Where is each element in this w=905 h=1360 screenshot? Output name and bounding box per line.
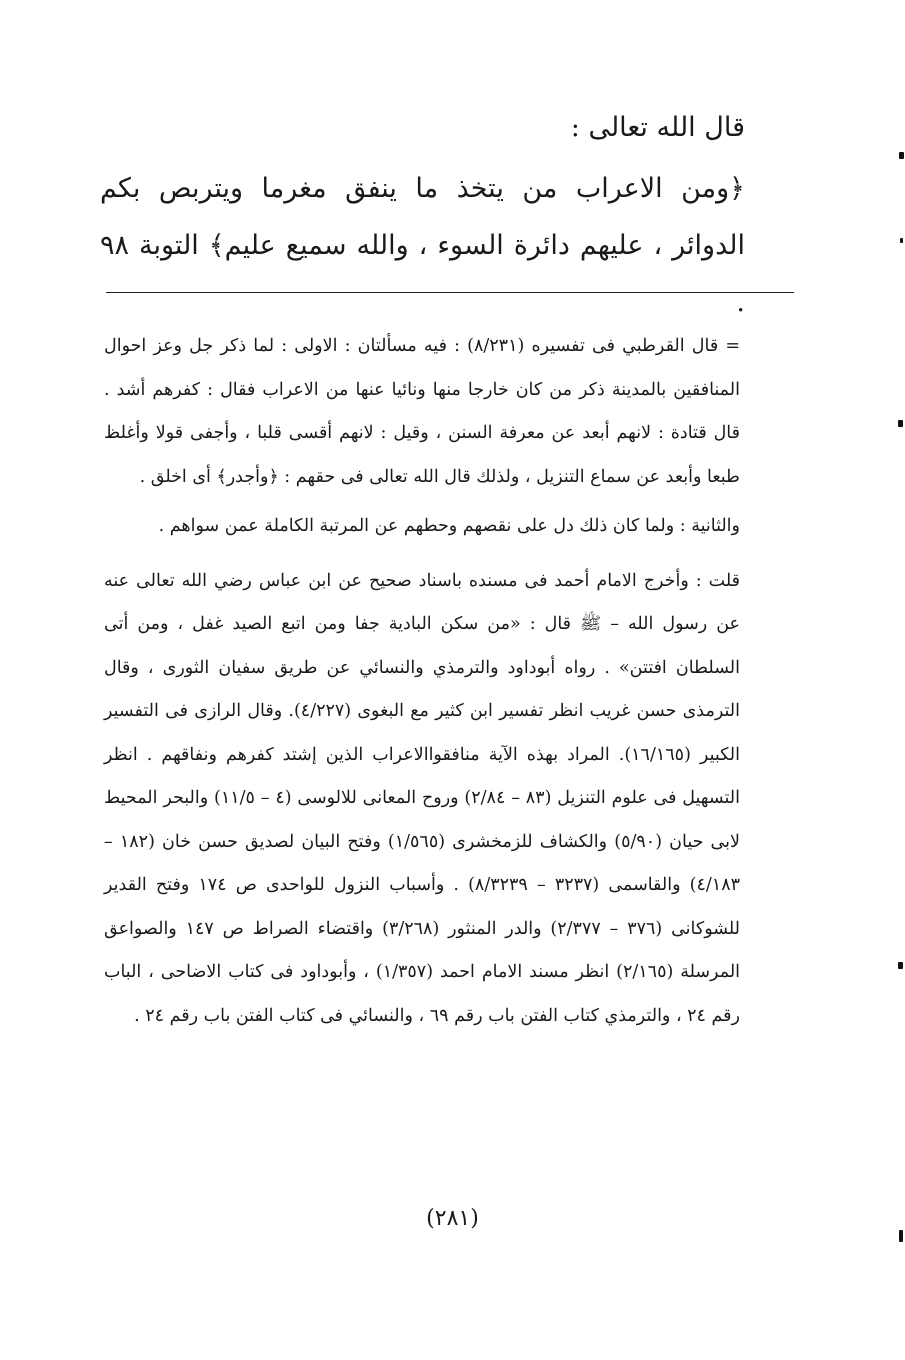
quran-verse: ﴿ومن الاعراب من يتخذ ما ينفق مغرما ويتربص بكم الدوائر ، عليهم دائرة السوء ، والله سميع عليم﴾ التوبة ٩٨ . xyxy=(100,173,745,318)
margin-mark xyxy=(898,962,903,969)
footnote-divider xyxy=(106,292,794,293)
margin-mark xyxy=(898,420,903,427)
footnote-paragraph: قلت : وأخرج الامام أحمد فى مسنده باسناد صحيح عن ابن عباس رضي الله تعالى عنه عن رسول الله – ﷺ قال : «من سكن البادية جفا ومن اتبع الصيد غفل ، ومن أتى السلطان افتتن» . رواه أبوداود والترمذي والنسائي عن طريق سفيان الثورى ، وقال الترمذى حسن غريب انظر تفسير ابن كثير مع البغوى (٤/٢٢٧). وقال الرازى فى التفسير الكبير (١٦/١٦٥). المراد بهذه الآية منافقواالاعراب الذين إشتد كفرهم ونفاقهم . انظر التسهيل فى علوم التنزيل (٨٣ – ٢/٨٤) وروح المعانى للالوسى (٤ – ١١/٥) والبحر المحيط لابى حيان (٥/٩٠) والكشاف للزمخشرى (١/٥٦٥) وفتح البيان لصديق حسن خان (١٨٢ – ٤/١٨٣) والقاسمى (٣٢٣٧ – ٨/٣٢٣٩) . وأسباب النزول للواحدى ص ١٧٤ وفتح القدير للشوكانى (٣٧٦ – ٢/٣٧٧) والدر المنثور (٣/٢٦٨) واقتضاء الصراط ص ١٤٧ والصواعق المرسلة (٢/١٦٥) انظر مسند الامام احمد (١/٣٥٧) ، وأبوداود فى كتاب الاضاحى ، الباب رقم ٢٤ ، والترمذي كتاب الفتن باب رقم ٦٩ ، والنسائي فى كتاب الفتن باب رقم ٢٤ . xyxy=(104,570,741,1026)
verse-heading: قال الله تعالى : xyxy=(570,112,745,143)
footnote-paragraph: = قال القرطبي فى تفسيره (٨/٢٣١) : فيه مسألتان : الاولى : لما ذكر جل وعز احوال المنافقين بالمدينة ذكر من كان خارجا منها ونائيا عنها من الاعراب فقال : كفرهم أشد . قال قتادة : لانهم أبعد عن معرفة السنن ، وقيل : لانهم أقسى قلبا ، وأجفى قولا وأغلظ طبعا وأبعد عن سماع التنزيل ، ولذلك قال الله تعالى فى حقهم : ﴿وأجدر﴾ أى اخلق . xyxy=(104,336,740,487)
margin-mark xyxy=(900,238,903,243)
margin-mark xyxy=(899,152,904,159)
page-number: (٢٨١) xyxy=(426,1206,479,1231)
footnote-paragraph: والثانية : ولما كان ذلك دل على نقصهم وحطهم عن المرتبة الكاملة عمن سواهم . xyxy=(158,516,740,536)
footnotes-section xyxy=(104,325,740,1038)
margin-mark xyxy=(899,1230,903,1242)
